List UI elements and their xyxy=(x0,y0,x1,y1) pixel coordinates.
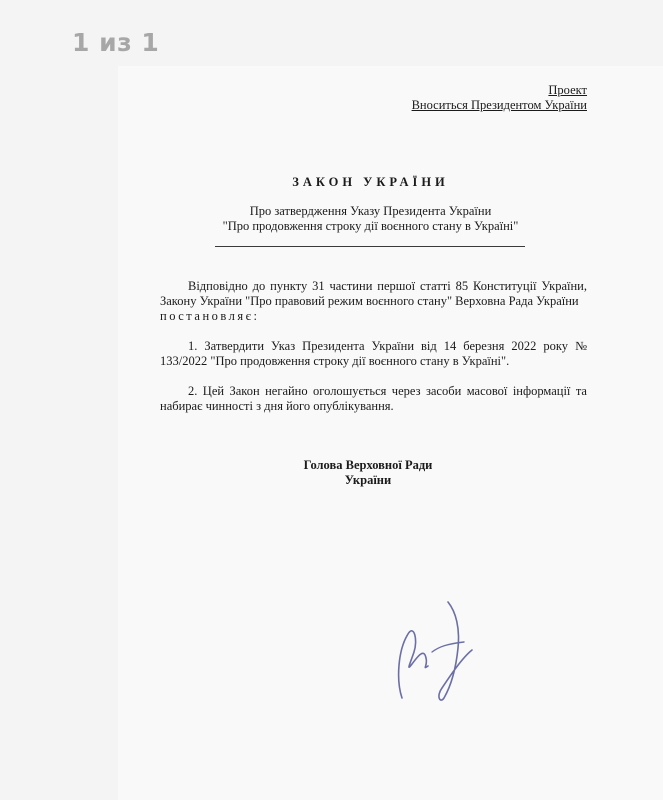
article-2: 2. Цей Закон негайно оголошується через засоби масової інформації та набирає чинності з дня його опублікування. xyxy=(160,384,587,413)
draft-header xyxy=(412,83,587,113)
signer-line-1: Голова Верховної Ради xyxy=(303,458,433,472)
law-subtitle xyxy=(118,204,623,234)
resolves-text: постановляє: xyxy=(160,309,260,323)
page-counter: 1 из 1 xyxy=(72,28,160,57)
preamble-text: Відповідно до пункту 31 частини першої статті 85 Конституції України, Закону України "Про правовий режим воєнного стану" Верховна Рада України xyxy=(160,279,587,308)
subtitle-line-1: Про затвердження Указу Президента України xyxy=(249,204,492,218)
signer-title xyxy=(268,458,468,488)
handwritten-signature xyxy=(388,588,498,712)
divider-line xyxy=(215,246,525,247)
law-title: ЗАКОН УКРАЇНИ xyxy=(292,175,449,189)
document-page xyxy=(118,66,663,800)
subtitle-line-2: "Про продовження строку дії воєнного стану в Україні" xyxy=(222,219,519,233)
signer-line-2: України xyxy=(344,473,392,487)
preamble-paragraph xyxy=(160,279,587,324)
submitted-by: Вноситься Президентом України xyxy=(411,98,587,112)
draft-label: Проект xyxy=(548,83,587,97)
article-1: 1. Затвердити Указ Президента України від 14 березня 2022 року № 133/2022 "Про продовження строку дії воєнного стану в Україні". xyxy=(160,339,587,368)
